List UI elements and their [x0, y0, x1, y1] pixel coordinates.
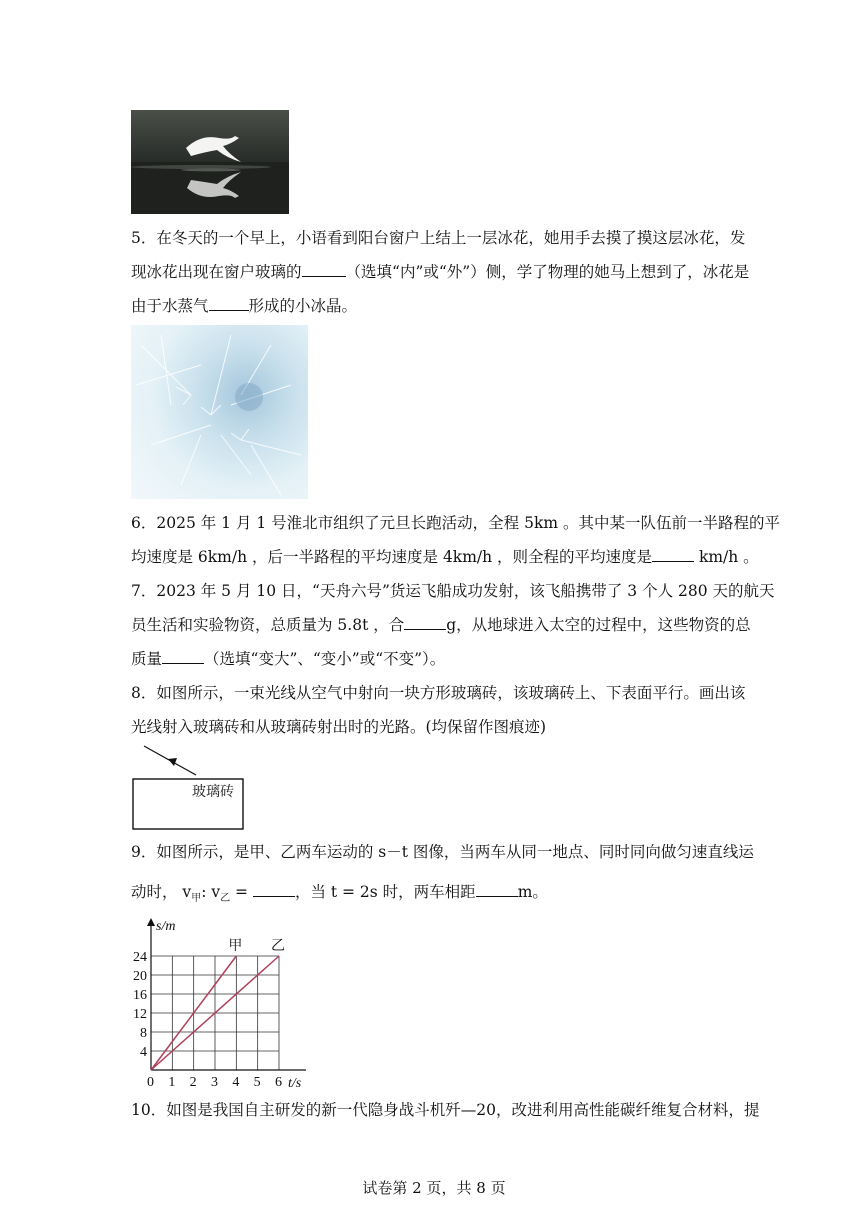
x-tick-label: 2: [189, 1075, 197, 1090]
q10-line-1: 10．如图是我国自主研发的新一代隐身战斗机歼—20，改进利用高性能碳纤维复合材料，提: [131, 1101, 760, 1119]
x-tick-label: 4: [232, 1075, 240, 1090]
q8-line-2: 光线射入玻璃砖和从玻璃砖射出时的光路。(均保留作图痕迹): [131, 718, 547, 736]
page-footer: 试卷第 2 页，共 8 页: [362, 1179, 506, 1197]
x-tick-label: 0: [147, 1075, 154, 1090]
egret-illustration: [131, 110, 289, 214]
x-tick-label: 5: [253, 1075, 261, 1090]
subscript-yi: 乙: [220, 893, 231, 905]
y-axis-label: s/m: [156, 919, 176, 934]
q9-line-2: [131, 882, 548, 909]
q7-line-1: 7．2023 年 5 月 10 日，“天舟六号”货运飞船成功发射，该飞船携带了 3 个人 280 天的航天: [131, 582, 775, 600]
answer-blank[interactable]: [404, 615, 446, 630]
answer-blank[interactable]: [652, 547, 694, 562]
x-tick-label: 3: [211, 1075, 218, 1090]
frost-illustration: [131, 325, 308, 499]
q6-text: km/h 。: [694, 548, 759, 566]
q9-text: ，当 t = 2s 时，两车相距: [294, 883, 476, 901]
q5-line-2: [131, 262, 749, 282]
x-tick-label: 6: [275, 1075, 282, 1090]
y-tick-label: 4: [140, 1045, 147, 1060]
q5-line-1: 5．在冬天的一个早上，小语看到阳台窗户上结上一层冰花，她用手去摸了摸这层冰花，发: [131, 229, 746, 247]
egret-photo: [131, 110, 289, 214]
brick-label: 玻璃砖: [192, 785, 234, 800]
subscript-jia: 甲: [191, 893, 202, 905]
q9-text: m。: [517, 883, 548, 901]
q6-line-1: 6．2025 年 1 月 1 号淮北市组织了元旦长跑活动，全程 5km 。其中某一队伍前一半路程的平: [131, 514, 780, 532]
series-label: 乙: [271, 939, 285, 954]
y-tick-label: 24: [133, 950, 147, 965]
q7-text: g，从地球进入太空的过程中，这些物资的总: [446, 616, 751, 634]
answer-blank[interactable]: [476, 882, 518, 897]
answer-blank[interactable]: [209, 296, 249, 311]
q7-text: 员生活和实验物资，总质量为 5.8t ，合: [131, 616, 405, 634]
y-tick-label: 16: [133, 988, 147, 1003]
y-tick-label: 12: [133, 1007, 147, 1022]
q5-text: 由于水蒸气: [131, 297, 209, 315]
ray-arrow-icon: [168, 758, 177, 766]
x-axis-label: t/s: [288, 1076, 302, 1091]
q5-text: （选填“内”或“外”）侧，学了物理的她马上想到了，冰花是: [345, 263, 750, 281]
x-tick-label: 1: [168, 1075, 176, 1090]
frost-photo: [131, 325, 308, 499]
q9-line-1: 9．如图所示，是甲、乙两车运动的 s－t 图像，当两车从同一地点、同时同向做匀速直线运: [131, 843, 754, 861]
q9-text: =: [230, 883, 253, 901]
q6-text: 均速度是 6km/h ，后一半路程的平均速度是 4km/h ，则全程的平均速度是: [131, 548, 653, 566]
y-tick-label: 8: [140, 1026, 147, 1041]
q7-text: （选填“变大”、“变小”或“不变”）。: [204, 650, 446, 668]
q8-line-1: 8．如图所示，一束光线从空气中射向一块方形玻璃砖，该玻璃砖上、下表面平行。画出该: [131, 684, 746, 702]
answer-blank[interactable]: [302, 262, 346, 277]
q5-line-3: [131, 296, 357, 316]
q9-text: 动时， v: [131, 883, 192, 901]
chart-series: [151, 938, 285, 1070]
q7-text: 质量: [131, 650, 163, 668]
y-axis-arrow-icon: [147, 918, 155, 926]
answer-blank[interactable]: [253, 882, 295, 897]
q5-text: 形成的小冰晶。: [248, 297, 358, 315]
answer-blank[interactable]: [162, 649, 204, 664]
q6-line-2: [131, 547, 759, 567]
q9-text: : v: [201, 883, 221, 901]
series-label: 甲: [228, 939, 243, 954]
y-tick-label: 20: [133, 969, 147, 984]
s-t-chart: [128, 912, 318, 1092]
glass-brick-diagram: [130, 742, 248, 834]
q7-line-2: [131, 615, 751, 635]
q5-text: 现冰花出现在窗户玻璃的: [131, 263, 302, 281]
q7-line-3: [131, 649, 445, 669]
